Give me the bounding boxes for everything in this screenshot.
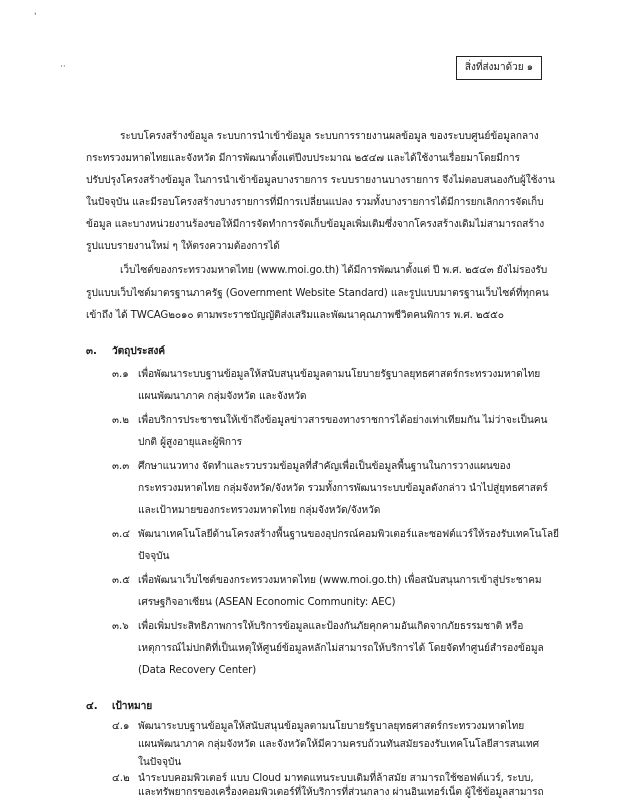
intro-p1-line: ข้อมูล และบางหน่วยงานร้องขอให้มีการจัดทำการจัดเก็บข้อมูลเพิ่มเติมซึ่งจากโครงสร้างเดิมไม่สามารถสร้าง xyxy=(86,219,545,230)
section-title: วัตถุประสงค์ xyxy=(112,346,166,357)
item-line: เพื่อบริการประชาชนให้เข้าถึงข้อมูลข่าวสารของทางราชการได้อย่างเท่าเทียมกัน ไม่ว่าจะเป็นคน xyxy=(138,415,548,426)
item-line: เพื่อพัฒนาเว็บไซต์ของกระทรวงมหาดไทย (www.moi.go.th) เพื่อสนับสนุนการเข้าสู่ประชาคม xyxy=(138,575,542,586)
scan-mark: ' xyxy=(34,12,37,22)
item-line: ศึกษาแนวทาง จัดทำและรวบรวมข้อมูลที่สำคัญเพื่อเป็นข้อมูลพื้นฐานในการวางแผนของ xyxy=(138,461,511,472)
item-line: และเป้าหมายของกระทรวงมหาดไทย กลุ่มจังหวัด/จังหวัด xyxy=(138,505,381,516)
item-number: ๓.๕ xyxy=(112,575,130,586)
item-number: ๓.๖ xyxy=(112,621,129,632)
item-line: ปัจจุบัน xyxy=(138,551,170,562)
intro-p2-line: เว็บไซต์ของกระทรวงมหาดไทย (www.moi.go.th) ได้มีการพัฒนาตั้งแต่ ปี พ.ศ. ๒๕๔๓ ยังไม่รองรับ xyxy=(120,265,548,276)
attachment-label: สิ่งที่ส่งมาด้วย ๑ xyxy=(456,56,542,80)
item-line: (Data Recovery Center) xyxy=(138,665,257,676)
item-number: ๔.๒ xyxy=(112,773,130,784)
intro-p1-line: รูปแบบรายงานใหม่ ๆ ให้ตรงความต้องการได้ xyxy=(86,241,280,252)
item-line: แผนพัฒนาภาค กลุ่มจังหวัด และจังหวัดให้มีความครบถ้วนทันสมัยรองรับเทคโนโลยีสารสนเทศ xyxy=(138,739,539,750)
intro-p2-line: เข้าถึง ได้ TWCAG๒๐๑๐ ตามพระราชบัญญัติส่งเสริมและพัฒนาคุณภาพชีวิตคนพิการ พ.ศ. ๒๕๕๐ xyxy=(86,310,504,321)
item-line: แผนพัฒนาภาค กลุ่มจังหวัด และจังหวัด xyxy=(138,391,307,402)
intro-p1-line: ในปัจจุบัน และมีรอบโครงสร้างบางรายการที่มีการเปลี่ยนแปลง รวมทั้งบางรายการได้มีการยกเลิกการจัดเก็บ xyxy=(86,197,544,208)
item-line: เหตุการณ์ไม่ปกติที่เป็นเหตุให้ศูนย์ข้อมูลหลักไม่สามารถให้บริการได้ โดยจัดทำศูนย์สำรองข้อมูล xyxy=(138,643,544,654)
section-number: ๔. xyxy=(86,701,98,712)
item-number: ๓.๑ xyxy=(112,369,129,380)
item-number: ๓.๓ xyxy=(112,461,130,472)
section-number: ๓. xyxy=(86,346,97,357)
section-title: เป้าหมาย xyxy=(112,701,153,712)
item-number: ๓.๔ xyxy=(112,529,130,540)
item-line: ปกติ ผู้สูงอายุและผู้พิการ xyxy=(138,437,242,448)
item-line: พัฒนาระบบฐานข้อมูลให้สนับสนุนข้อมูลตามนโยบายรัฐบาลยุทธศาสตร์กระทรวงมหาดไทย xyxy=(138,721,525,732)
item-line: นำระบบคอมพิวเตอร์ แบบ Cloud มาทดแทนระบบเดิมที่ล้าสมัย สามารถใช้ซอฟต์แวร์, ระบบ, xyxy=(138,773,534,784)
item-line: ในปัจจุบัน xyxy=(138,757,182,768)
item-number: ๓.๒ xyxy=(112,415,129,426)
intro-p1-line: กระทรวงมหาดไทยและจังหวัด มีการพัฒนาตั้งแต่ปีงบประมาณ ๒๕๔๗ และได้ใช้งานเรื่อยมาโดยมีการ xyxy=(86,153,520,164)
item-line: พัฒนาเทคโนโลยีด้านโครงสร้างพื้นฐานของอุปกรณ์คอมพิวเตอร์และซอฟต์แวร์ให้รองรับเทคโนโลยี xyxy=(138,529,559,540)
item-line: กระทรวงมหาดไทย กลุ่มจังหวัด/จังหวัด รวมทั้งการพัฒนาระบบข้อมูลดังกล่าว นำไปสู่ยุทธศาสตร์ xyxy=(138,483,548,494)
intro-p1-line: ระบบโครงสร้างข้อมูล ระบบการนำเข้าข้อมูล ระบบการรายงานผลข้อมูล ของระบบศูนย์ข้อมูลกลาง xyxy=(120,131,539,142)
item-number: ๔.๑ xyxy=(112,721,130,732)
intro-p2-line: รูปแบบเว็บไซต์มาตรฐานภาครัฐ (Government Website Standard) และรูปแบบมาตรฐานเว็บไซต์ที่ทุกคน xyxy=(86,288,549,299)
scan-dots: ·· xyxy=(60,62,66,72)
intro-p1-line: ปรับปรุงโครงสร้างข้อมูล ในการนำเข้าข้อมูลบางรายการ ระบบรายงานบางรายการ จึงไม่ตอบสนองกับผู้ใช้งาน xyxy=(86,175,555,186)
item-line: เศรษฐกิจอาเซียน (ASEAN Economic Community: AEC) xyxy=(138,597,396,608)
item-line: เพื่อเพิ่มประสิทธิภาพการให้บริการข้อมูลและป้องกันภัยคุกคามอันเกิดจากภัยธรรมชาติ หรือ xyxy=(138,621,524,632)
item-line: เพื่อพัฒนาระบบฐานข้อมูลให้สนับสนุนข้อมูลตามนโยบายรัฐบาลยุทธศาสตร์กระทรวงมหาดไทย xyxy=(138,369,541,380)
item-line: และทรัพยากรของเครื่องคอมพิวเตอร์ที่ให้บริการที่ส่วนกลาง ผ่านอินเทอร์เน็ต ผู้ใช้ข้อมูลสามารถ xyxy=(138,787,544,798)
